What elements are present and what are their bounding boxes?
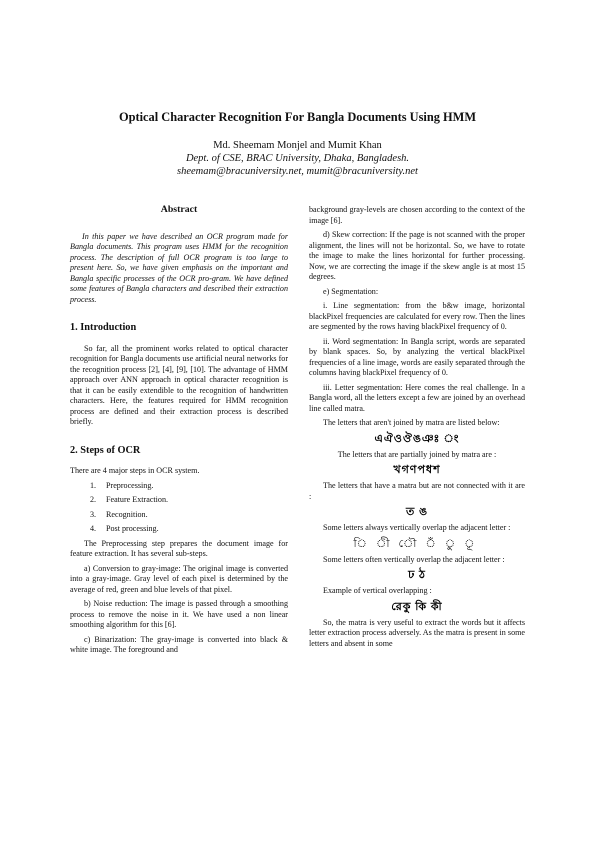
overlap-always-label: Some letters always vertically overlap the adjacent letter : [323,523,511,532]
bangla-glyphs-not-joined: এঐওঔঙঞঃ ং [374,432,460,445]
substep-d: d) Skew correction: If the page is not scanned with the proper alignment, the lines will not be horizontal. So, we have to rotate the image to make the lines horizontal for further processing. Now, we are correcting the image if the skew angle is at most 15 degrees. [309,230,525,281]
steps-intro: There are 4 major steps in OCR system. [70,466,200,475]
list-number: 2. [90,495,97,504]
abstract-text: In this paper we have described an OCR program made for Bangla documents. This program uses HMM for the recognition process. The description of full OCR program is too large to present here. So, we have given emphasis on the important and Bangla specific processes of the OCR pro-gram. We have defined some features of Bangla characters and described their extraction process. [70,231,288,304]
author-block [60,139,535,178]
bangla-glyphs-partial: খগণপধশ [393,464,441,476]
list-text: Preprocessing. [106,480,154,490]
preprocessing-text: The Preprocessing step prepares the document image for feature extraction. It has several sub-steps. [70,538,288,558]
left-column [70,205,288,660]
letter-segmentation: iii. Letter segmentation: Here comes the real challenge. In a Bangla word, all the letters except a few are joined by an overhead line called matra. [309,382,525,413]
substep-a: a) Conversion to gray-image: The original image is converted into a gray-image. Gray level of each pixel is determined by the average of red, green and blue levels of that pixel. [70,563,288,594]
author-names: Md. Sheemam Monjel and Mumit Khan [213,140,382,151]
list-item [90,510,288,521]
list-number: 4. [90,524,97,533]
author-emails: sheemam@bracuniversity.net, mumit@bracuniversity.net [177,166,418,177]
steps-list [70,481,288,535]
list-text: Post processing. [106,524,159,533]
intro-text: So far, all the prominent works related to optical character recognition for Bangla documents use artificial neural networks for the recognition process [2], [4], [9], [10]. The advantage of HMM approach over ANN approach in optical character recognition is that it can be easily extendible to the recognition of handwritten characters. Here, the features required for HMM recognition process are defined and their extraction process is described briefly. [70,343,289,426]
matra-not-connected-label: The letters that have a matra but are not connected with it are : [309,481,525,501]
intro-heading: 1. Introduction [70,322,137,333]
matra-conclusion: So, the matra is very useful to extract the words but it affects letter extraction process adversely. As the matra is present in some letters and absent in some [309,617,525,648]
substep-e: e) Segmentation: [323,286,379,296]
bangla-glyphs-example: রেকু কি কী [391,600,443,613]
abstract-heading: Abstract [160,204,198,215]
bangla-glyphs-overlap-often: ঢ ঠ [408,569,426,581]
list-text: Feature Extraction. [106,495,169,504]
right-column [309,205,525,653]
list-item [90,481,288,492]
substep-c: c) Binarization: The gray-image is converted into black & white image. The foreground and [70,634,288,654]
list-number: 1. [90,480,97,490]
example-overlap-label: Example of vertical overlapping : [323,586,432,595]
bangla-glyphs-not-connected: ত ঙ [405,506,429,518]
binarization-continued: background gray-levels are chosen according to the context of the image [6]. [309,205,525,225]
list-number: 3. [90,509,97,519]
line-segmentation: i. Line segmentation: from the b&w image, horizontal blackPixel frequencies are calculated for every row. Then the lines are segmented by the rows having blackPixel frequency of 0. [309,301,525,331]
substep-b: b) Noise reduction: The image is passed through a smoothing process to remove the noise in it. We have used a non linear smoothing algorithm for this [6]. [70,599,288,629]
author-affiliation: Dept. of CSE, BRAC University, Dhaka, Bangladesh. [185,153,410,164]
not-joined-label: The letters that aren't joined by matra are listed below: [323,418,500,427]
overlap-often-label: Some letters often vertically overlap the adjacent letter : [323,554,505,564]
partial-label: The letters that are partially joined by matra are : [337,449,497,459]
list-item [90,495,288,506]
list-text: Recognition. [106,509,148,519]
steps-heading: 2. Steps of OCR [70,444,141,456]
bangla-glyphs-overlap-always: ি ী ৌ ঁ ু ূ [353,537,481,550]
paper-title: Optical Character Recognition For Bangla Documents Using HMM [118,110,477,124]
word-segmentation: ii. Word segmentation: In Bangla script, words are separated by blank spaces. So, by analyzing the vertical blackPixel frequencies of a line image, words are easily separated through the columns having blackPixel frequency of 0. [309,336,525,377]
list-item [90,524,288,535]
